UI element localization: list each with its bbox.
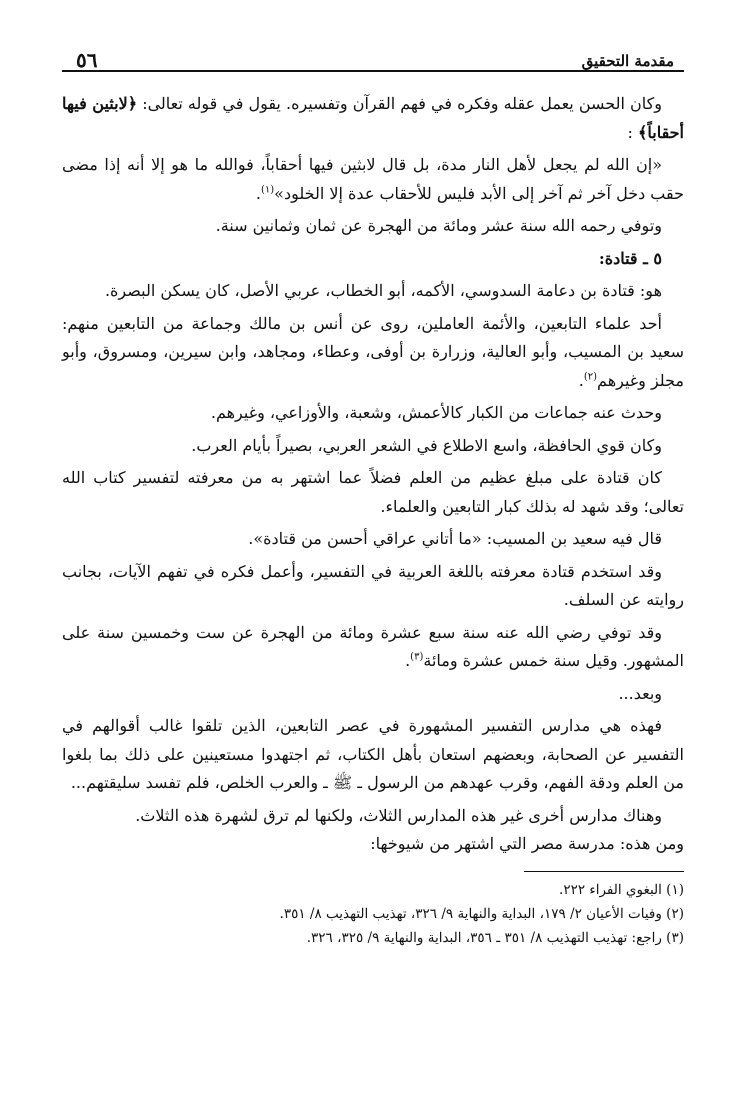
footnote-2: (٢) وفيات الأعيان ٢/ ١٧٩، البداية والنهاية ٩/ ٣٢٦، تهذيب التهذيب ٨/ ٣٥١. xyxy=(279,905,684,922)
paragraph-other-schools: وهناك مدارس أخرى غير هذه المدارس الثلاث، ولكنها لم ترق لشهرة هذه الثلاث. xyxy=(135,805,662,825)
paragraph-qatada-knowledge: كان قتادة على مبلغ عظيم من العلم فضلاً عما اشتهر به من معرفته لتفسير كتاب الله تعالى؛ وقد شهد له بذلك كبار التابعين والعلماء. xyxy=(62,468,684,516)
header-title: مقدمة التحقيق xyxy=(581,52,674,70)
paragraph-qatada-name: هو: قتادة بن دعامة السدوسي، الأكمه، أبو الخطاب، عربي الأصل، كان يسكن البصرة. xyxy=(104,281,662,300)
quran-verse: ﴿لابثين فيها أحقاباً﴾ xyxy=(62,94,684,142)
paragraph-text: أحد علماء التابعين، والأئمة العاملين، روى عن أنس بن مالك وجماعة من التابعين منهم: سعيد بن المسيب، وأبو العالية، وزرارة بن أوفى، وعطاء، ومجاهد، وابن سيرين، ومسروق، وأبو مجلز وغيرهم xyxy=(62,313,684,390)
paragraph-hasan-quote xyxy=(62,151,684,208)
section-heading-qatada: ٥ ـ قتادة: xyxy=(598,248,662,268)
book-page xyxy=(62,38,684,1068)
footnote-1: (١) البغوي الفراء ٢٢٢. xyxy=(559,881,684,898)
punctuation: . xyxy=(405,651,411,670)
paragraph-text: وكان الحسن يعمل عقله وفكره في فهم القرآن وتفسيره. يقول في قوله تعالى: xyxy=(142,94,662,113)
footnote-separator xyxy=(524,871,684,872)
running-header xyxy=(62,38,684,72)
main-text xyxy=(62,90,684,859)
footnote-ref-2: (٢) xyxy=(583,371,598,383)
punctuation: . xyxy=(255,183,261,203)
paragraph-schools-summary: فهذه هي مدارس التفسير المشهورة في عصر التابعين، الذين تلقوا غالب أقوالهم في التفسير عن الصحابة، وبعضهم استعان بأهل الكتاب، ثم اجتهدوا مستعينين على ذلك بما بلغوا من العلم ودقة الفهم، وقرب عهدهم من الرسول ـ ﷺ ـ والعرب الخلص، فلم تفسد سليقتهم... xyxy=(62,716,684,792)
page-number: ٥٦ xyxy=(76,48,98,72)
paragraph-transition: وبعد... xyxy=(618,683,662,703)
paragraph-qatada-praise: قال فيه سعيد بن المسيب: «ما أتاني عراقي أحسن من قتادة». xyxy=(248,529,662,548)
paragraph-qatada-memory: وكان قوي الحافظة، واسع الاطلاع في الشعر العربي، بصيراً بأيام العرب. xyxy=(191,435,662,455)
punctuation: . xyxy=(578,370,584,390)
paragraph-qatada-method: وقد استخدم قتادة معرفته باللغة العربية في التفسير، وأعمل فكره في تفهم الآيات، بجانب روايته عن السلف. xyxy=(62,561,684,609)
paragraph-qatada-students: وحدث عنه جماعات من الكبار كالأعمش، وشعبة، والأوزاعي، وغيرهم. xyxy=(210,403,662,422)
paragraph-qatada-death xyxy=(62,619,684,676)
paragraph-text: وقد توفي رضي الله عنه سنة سبع عشرة ومائة من الهجرة عن ست وخمسين سنة على المشهور. وقيل سنة خمس عشرة ومائة xyxy=(62,622,684,670)
paragraph-hasan-death: وتوفي رحمه الله سنة عشر ومائة من الهجرة عن ثمان وثمانين سنة. xyxy=(215,216,662,235)
footnotes xyxy=(62,878,684,950)
footnote-3: (٣) راجع: تهذيب التهذيب ٨/ ٣٥١ ـ ٣٥٦، البداية والنهاية ٩/ ٣٢٥، ٣٢٦. xyxy=(306,929,684,946)
footnote-ref-3: (٣) xyxy=(410,651,424,663)
paragraph-text: «إن الله لم يجعل لأهل النار مدة، بل قال لابثين فيها أحقاباً، فوالله ما هو إلا أنه إذا مضى حقب دخل آخر ثم آخر إلى الأبد فليس للأحقاب عدة إلا الخلود» xyxy=(62,155,684,203)
footnote-ref-1: (١) xyxy=(260,184,275,196)
paragraph-egypt-school: ومن هذه: مدرسة مصر التي اشتهر من شيوخها: xyxy=(370,834,684,853)
paragraph-hasan-intro xyxy=(62,90,684,147)
punctuation: : xyxy=(627,122,633,142)
paragraph-qatada-scholars xyxy=(62,310,684,396)
